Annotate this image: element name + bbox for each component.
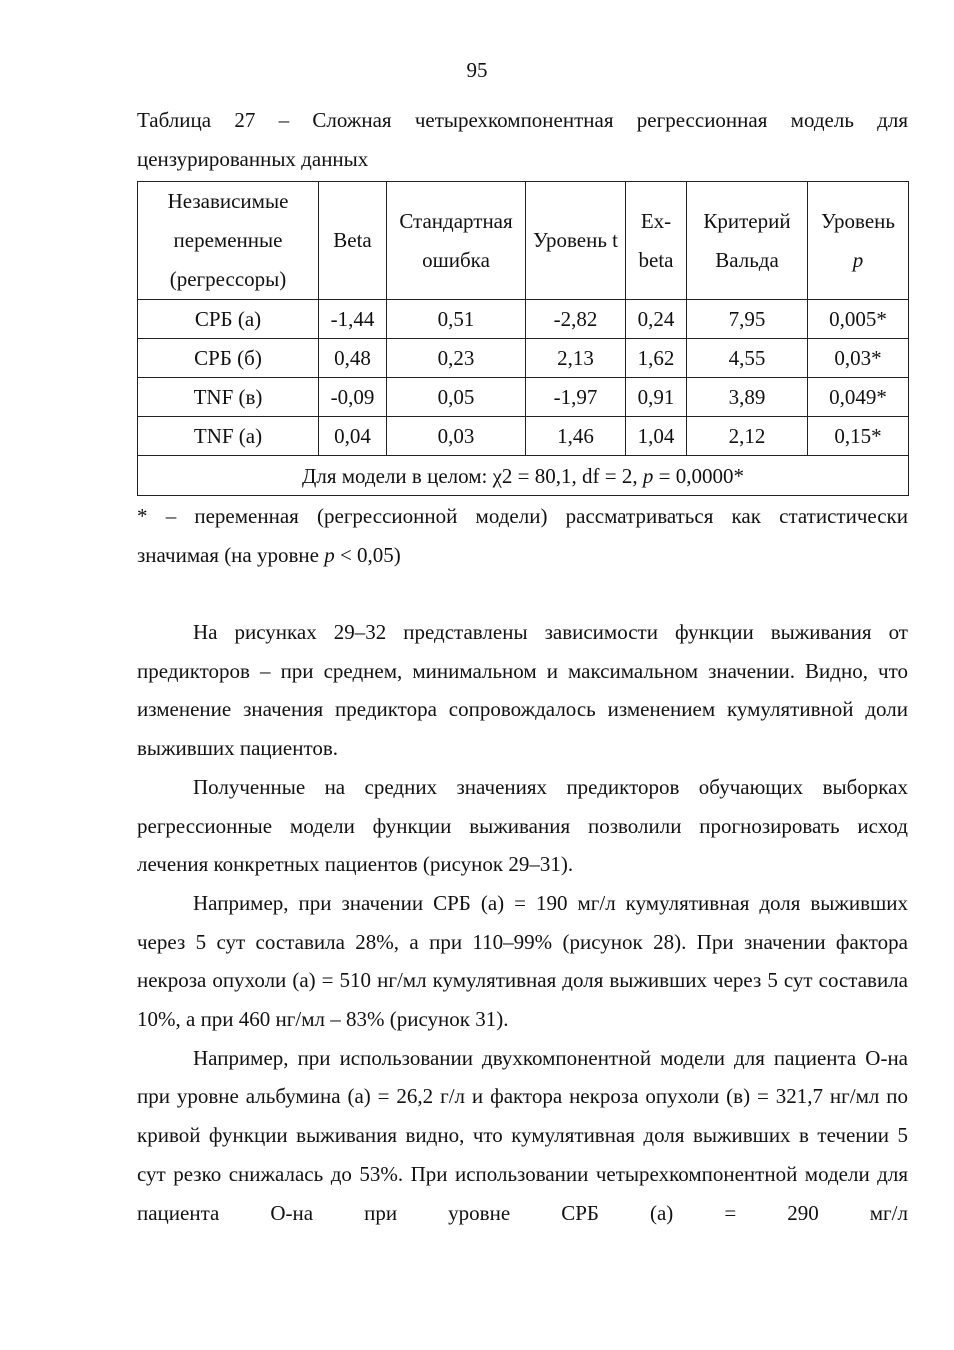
body-text: [137, 613, 908, 1232]
header-p-level-symbol: p: [852, 247, 864, 272]
cell-beta: -1,44: [319, 300, 387, 339]
model-summary: [138, 456, 909, 496]
header-ex-beta: Ex-beta: [626, 182, 687, 300]
summary-prefix: Для модели в целом: χ2 = 80,1, df = 2,: [302, 463, 643, 488]
page-number: 95: [466, 58, 488, 82]
table-row: [138, 417, 909, 456]
cell-p: 0,049*: [808, 378, 909, 417]
cell-wald: 3,89: [687, 378, 808, 417]
footnote-line-2: [137, 536, 908, 575]
footnote-suffix: < 0,05): [334, 543, 401, 567]
cell-t: 1,46: [526, 417, 626, 456]
cell-ex-beta: 0,91: [626, 378, 687, 417]
footnote-p-symbol: p: [324, 543, 335, 567]
table-row: [138, 300, 909, 339]
table-caption-line-2: цензурированных данных: [137, 147, 369, 171]
header-std-error: Стандартная ошибка: [387, 182, 526, 300]
header-p-level: [808, 182, 909, 300]
cell-beta: -0,09: [319, 378, 387, 417]
summary-p-symbol: p: [642, 463, 654, 488]
paragraph: На рисунках 29–32 представлены зависимости функции выживания от предикторов – при среднем, минимальном и максимальном значении. Видно, что изменение значения предиктора сопровождалось изменением кумулятивной доли выживших пациентов.: [137, 620, 908, 761]
header-p-level-text: Уровень: [821, 208, 895, 233]
cell-std-error: 0,05: [387, 378, 526, 417]
paragraph: Например, при значении СРБ (а) = 190 мг/л кумулятивная доля выживших через 5 сут составила 28%, а при 110–99% (рисунок 28). При значении фактора некроза опухоли (а) = 510 нг/мл кумулятивная доля выживших через 5 сут составила 10%, а при 460 нг/мл – 83% (рисунок 31).: [137, 890, 908, 1032]
cell-p: 0,03*: [808, 339, 909, 378]
summary-suffix: = 0,0000*: [653, 463, 744, 488]
cell-std-error: 0,03: [387, 417, 526, 456]
cell-wald: 7,95: [687, 300, 808, 339]
cell-ex-beta: 0,24: [626, 300, 687, 339]
paragraph: Полученные на средних значениях предикторов обучающих выборках регрессионные модели функции выживания позволили прогнозировать исход лечения конкретных пациентов (рисунок 29–31).: [137, 774, 908, 877]
table-header-row: [138, 182, 909, 300]
header-beta: Beta: [319, 182, 387, 300]
cell-t: -2,82: [526, 300, 626, 339]
cell-wald: 2,12: [687, 417, 808, 456]
cell-variable: СРБ (б): [138, 339, 319, 378]
cell-variable: СРБ (а): [138, 300, 319, 339]
cell-ex-beta: 1,62: [626, 339, 687, 378]
header-t-level: Уровень t: [526, 182, 626, 300]
cell-p: 0,15*: [808, 417, 909, 456]
table-caption: [137, 101, 908, 179]
cell-beta: 0,04: [319, 417, 387, 456]
cell-wald: 4,55: [687, 339, 808, 378]
cell-std-error: 0,51: [387, 300, 526, 339]
table-summary-row: [138, 456, 909, 496]
cell-t: -1,97: [526, 378, 626, 417]
paragraph: Например, при использовании двухкомпонентной модели для пациента О-на при уровне альбумина (а) = 26,2 г/л и фактора некроза опухоли (в) = 321,7 нг/мл по кривой функции выживания видно, что кумулятивная доля выживших в течении 5 сут резко снижалась до 53%. При использовании четырехкомпонентной модели для пациента О-на при уровне СРБ (а) = 290 мг/л: [137, 1045, 908, 1225]
cell-variable: TNF (в): [138, 378, 319, 417]
cell-p: 0,005*: [808, 300, 909, 339]
cell-t: 2,13: [526, 339, 626, 378]
footnote-prefix: значимая (на уровне: [137, 543, 325, 567]
cell-ex-beta: 1,04: [626, 417, 687, 456]
footnote-line-1: * – переменная (регрессионной модели) рассматриваться как статистически: [137, 504, 908, 528]
regression-table: [137, 181, 909, 496]
cell-std-error: 0,23: [387, 339, 526, 378]
cell-variable: TNF (а): [138, 417, 319, 456]
table-row: [138, 339, 909, 378]
table-row: [138, 378, 909, 417]
cell-beta: 0,48: [319, 339, 387, 378]
header-wald: Критерий Вальда: [687, 182, 808, 300]
table-caption-line-1: Таблица 27 – Сложная четырехкомпонентная регрессионная модель для: [137, 108, 908, 132]
header-variables: Независимые переменные (регрессоры): [138, 182, 319, 300]
table-footnote: [137, 497, 908, 575]
